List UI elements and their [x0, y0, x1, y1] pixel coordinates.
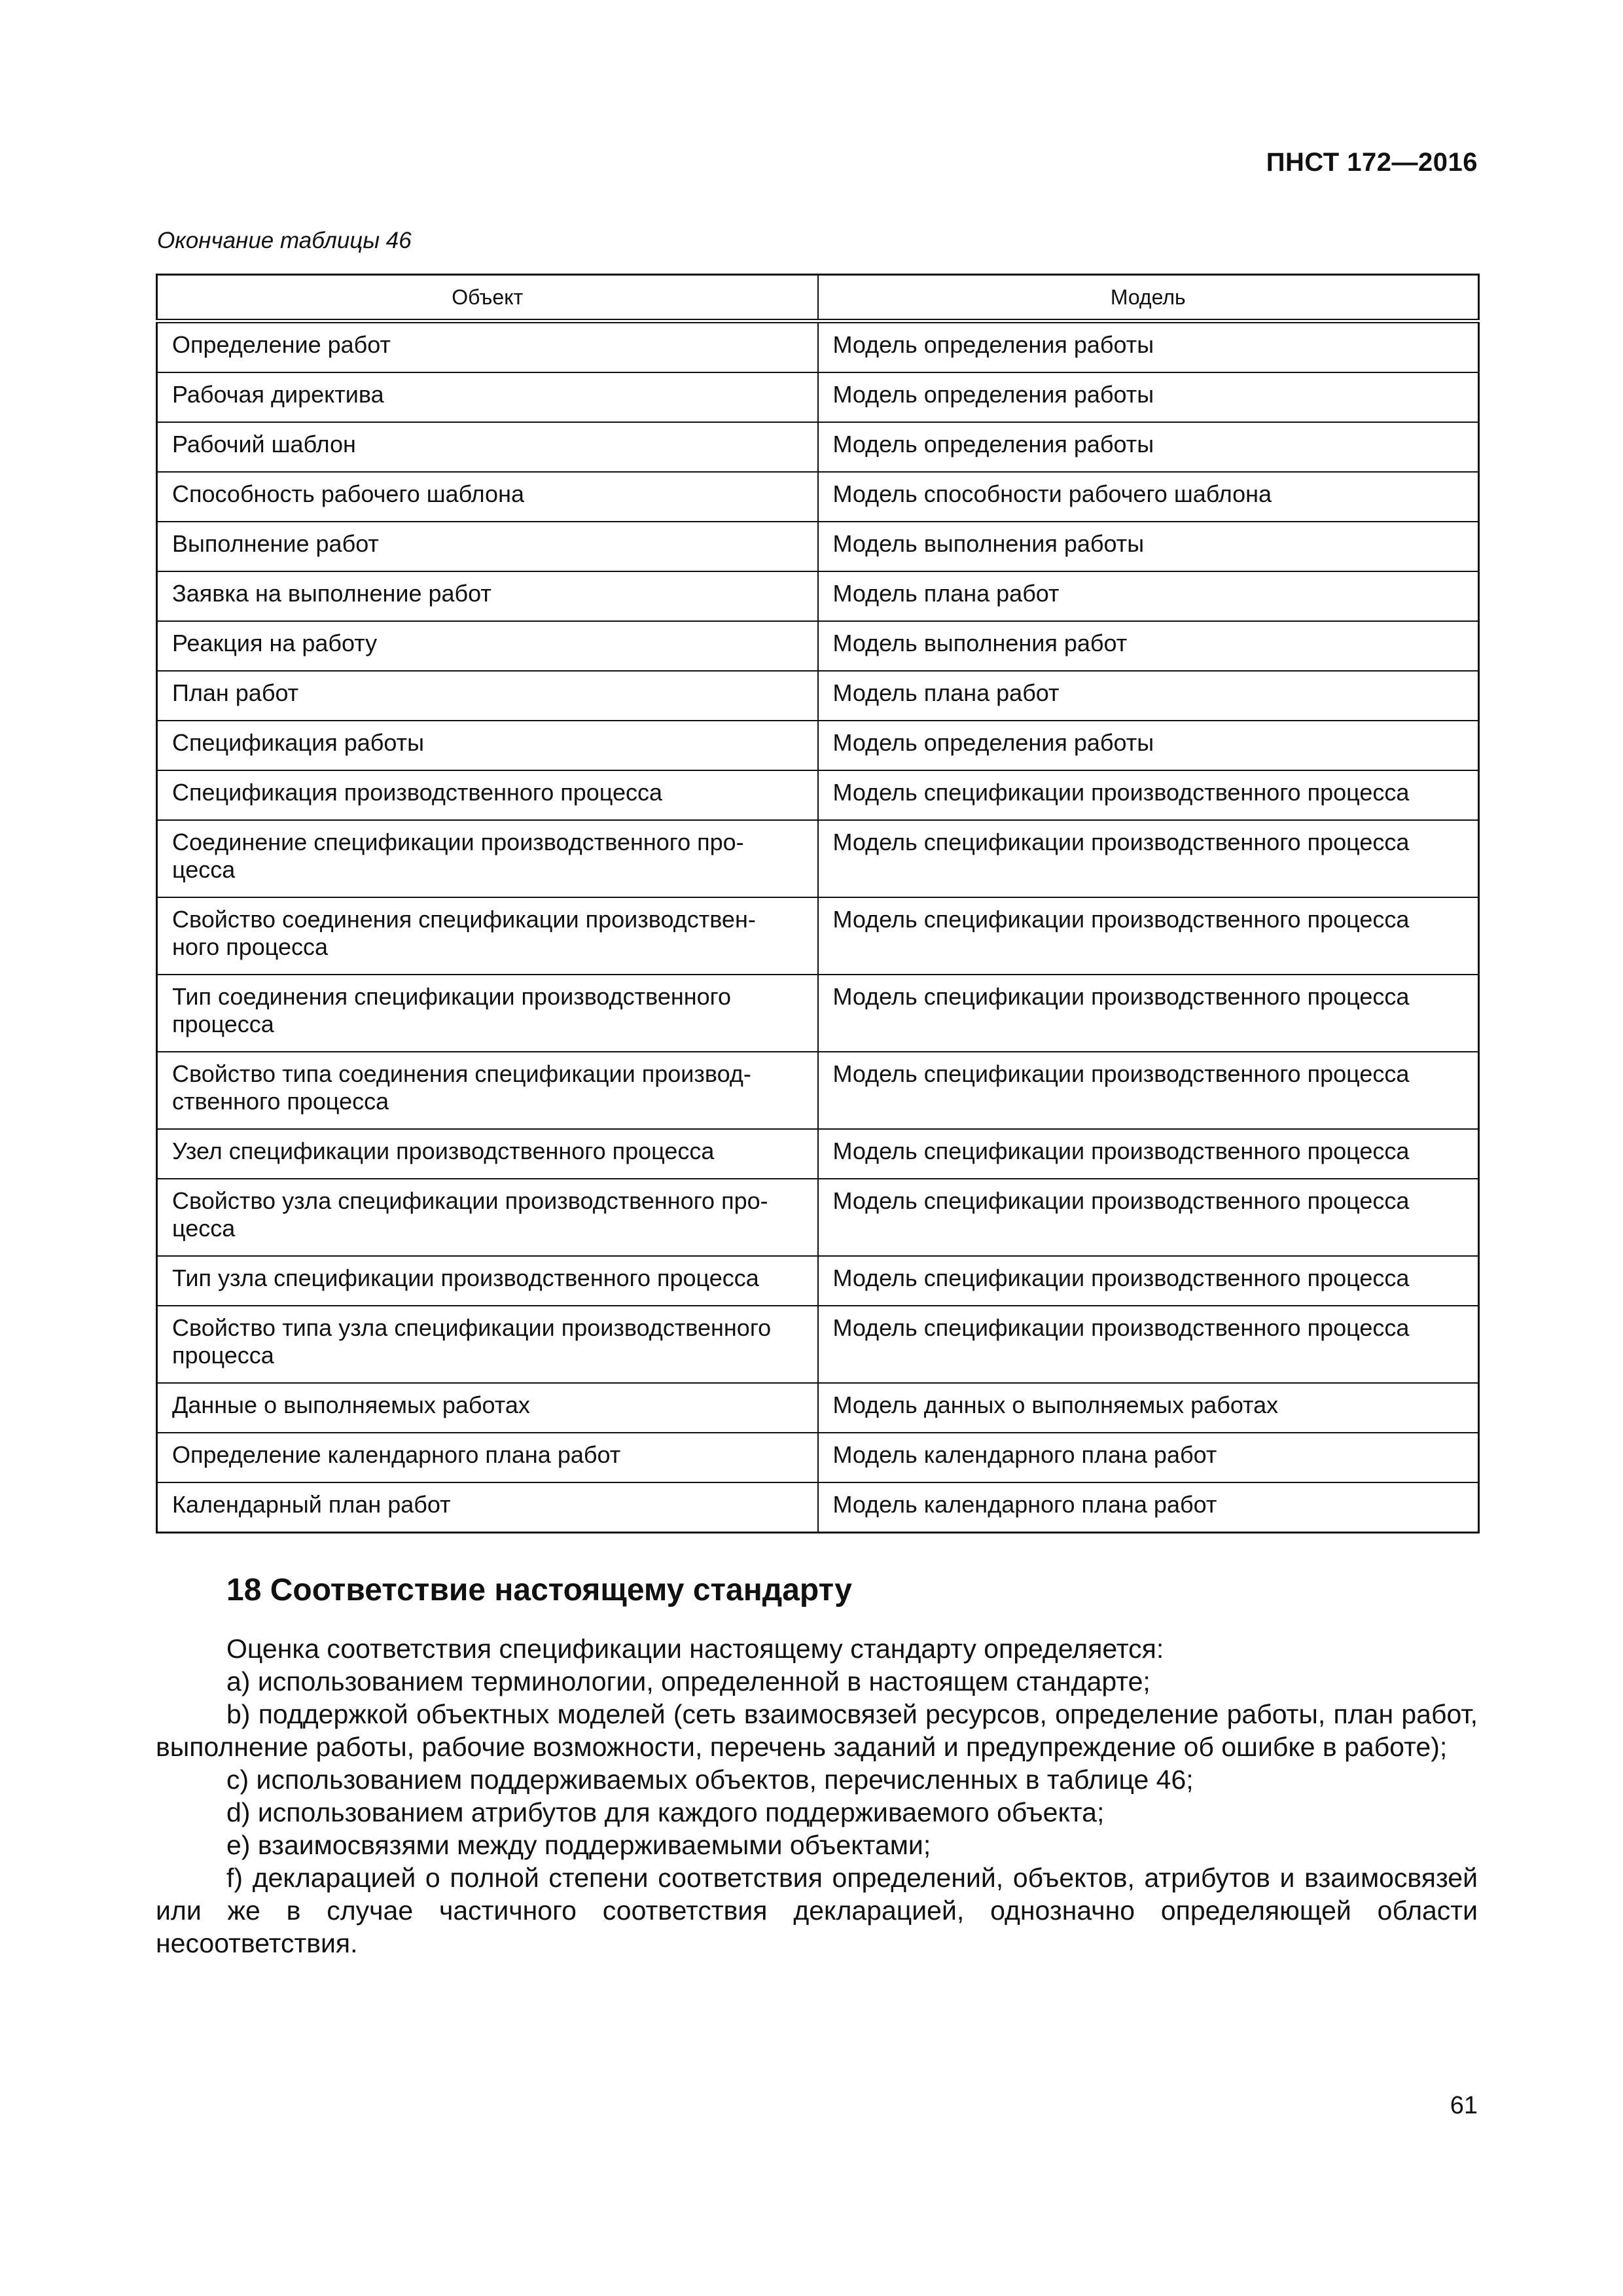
- cell-model: Модель выполнения работ: [818, 621, 1479, 671]
- table-header-row: [157, 275, 1479, 321]
- table-row: [157, 621, 1479, 671]
- section-heading: 18 Соответствие настоящему стандарту: [226, 1573, 852, 1607]
- list-item-f: f) декларацией о полной степени соответствия определений, объектов, атрибутов и взаимосвязей или же в случае частичного соответствия декларацией, однозначно определяющей области несоответствия.: [156, 1863, 1478, 1958]
- cell-model: Модель спецификации производственного процесса: [818, 975, 1479, 1052]
- cell-object: Тип соединения спецификации производственного процесса: [157, 975, 818, 1052]
- table-row: [157, 372, 1479, 422]
- cell-model: Модель спецификации производственного процесса: [818, 1306, 1479, 1383]
- column-header-model: Модель: [818, 275, 1479, 321]
- table-row: [157, 897, 1479, 975]
- cell-object: Способность рабочего шаблона: [157, 472, 818, 522]
- list-item-b: b) поддержкой объектных моделей (сеть взаимосвязей ресурсов, определение работы, план работ, выполнение работы, рабочие возможности, перечень заданий и предупреждение об ошибке в работе);: [156, 1699, 1478, 1762]
- cell-model: Модель определения работы: [818, 372, 1479, 422]
- table-row: [157, 770, 1479, 820]
- cell-object: Рабочий шаблон: [157, 422, 818, 472]
- cell-model: Модель спецификации производственного процесса: [818, 820, 1479, 897]
- table-row: [157, 820, 1479, 897]
- table-row: [157, 1052, 1479, 1129]
- cell-object: Определение работ: [157, 321, 818, 373]
- cell-model: Модель спецификации производственного процесса: [818, 1256, 1479, 1306]
- paragraph: Оценка соответствия спецификации настоящему стандарту определяется:: [226, 1634, 1164, 1664]
- cell-object: Реакция на работу: [157, 621, 818, 671]
- list-item-c: c) использованием поддерживаемых объектов, перечисленных в таблице 46;: [226, 1765, 1194, 1795]
- cell-model: Модель календарного плана работ: [818, 1482, 1479, 1533]
- cell-model: Модель выполнения работы: [818, 522, 1479, 571]
- standard-code: ПНСТ 172—2016: [1266, 148, 1478, 177]
- cell-object: Данные о выполняемых работах: [157, 1383, 818, 1433]
- table-row: [157, 1433, 1479, 1482]
- section-body: [156, 1632, 1478, 1960]
- cell-object: Соединение спецификации производственного про- цесса: [157, 820, 818, 897]
- cell-model: Модель спецификации производственного процесса: [818, 1052, 1479, 1129]
- cell-model: Модель плана работ: [818, 671, 1479, 721]
- cell-model: Модель спецификации производственного процесса: [818, 1179, 1479, 1256]
- table-caption: Окончание таблицы 46: [157, 228, 412, 253]
- table-row: [157, 721, 1479, 770]
- cell-object: План работ: [157, 671, 818, 721]
- cell-model: Модель данных о выполняемых работах: [818, 1383, 1479, 1433]
- table-row: [157, 1306, 1479, 1383]
- cell-model: Модель календарного плана работ: [818, 1433, 1479, 1482]
- cell-object: Свойство соединения спецификации производствен- ного процесса: [157, 897, 818, 975]
- table-row: [157, 671, 1479, 721]
- list-item-a: a) использованием терминологии, определенной в настоящем стандарте;: [226, 1666, 1150, 1696]
- table-row: [157, 321, 1479, 373]
- cell-model: Модель определения работы: [818, 721, 1479, 770]
- cell-object: Рабочая директива: [157, 372, 818, 422]
- list-item-e: e) взаимосвязями между поддерживаемыми объектами;: [226, 1830, 931, 1860]
- list-item-d: d) использованием атрибутов для каждого поддерживаемого объекта;: [226, 1797, 1105, 1827]
- cell-object: Свойство типа соединения спецификации производ- ственного процесса: [157, 1052, 818, 1129]
- table-row: [157, 1179, 1479, 1256]
- cell-object: Определение календарного плана работ: [157, 1433, 818, 1482]
- cell-object: Свойство узла спецификации производственного про- цесса: [157, 1179, 818, 1256]
- objects-models-table: [156, 274, 1480, 1534]
- cell-object: Свойство типа узла спецификации производственного процесса: [157, 1306, 818, 1383]
- table-row: [157, 571, 1479, 621]
- table-container: [156, 274, 1478, 1534]
- table-row: [157, 522, 1479, 571]
- table-row: [157, 975, 1479, 1052]
- table-row: [157, 1129, 1479, 1179]
- cell-model: Модель определения работы: [818, 321, 1479, 373]
- table-row: [157, 422, 1479, 472]
- table-row: [157, 1482, 1479, 1533]
- column-header-object: Объект: [157, 275, 818, 321]
- table-row: [157, 1383, 1479, 1433]
- cell-object: Выполнение работ: [157, 522, 818, 571]
- cell-model: Модель спецификации производственного процесса: [818, 1129, 1479, 1179]
- cell-model: Модель спецификации производственного процесса: [818, 770, 1479, 820]
- cell-model: Модель плана работ: [818, 571, 1479, 621]
- cell-object: Заявка на выполнение работ: [157, 571, 818, 621]
- table-row: [157, 1256, 1479, 1306]
- cell-model: Модель определения работы: [818, 422, 1479, 472]
- cell-object: Тип узла спецификации производственного процесса: [157, 1256, 818, 1306]
- cell-model: Модель способности рабочего шаблона: [818, 472, 1479, 522]
- cell-model: Модель спецификации производственного процесса: [818, 897, 1479, 975]
- cell-object: Узел спецификации производственного процесса: [157, 1129, 818, 1179]
- table-body: [157, 321, 1479, 1533]
- cell-object: Календарный план работ: [157, 1482, 818, 1533]
- table-row: [157, 472, 1479, 522]
- page-number: 61: [1450, 2092, 1478, 2119]
- cell-object: Спецификация работы: [157, 721, 818, 770]
- cell-object: Спецификация производственного процесса: [157, 770, 818, 820]
